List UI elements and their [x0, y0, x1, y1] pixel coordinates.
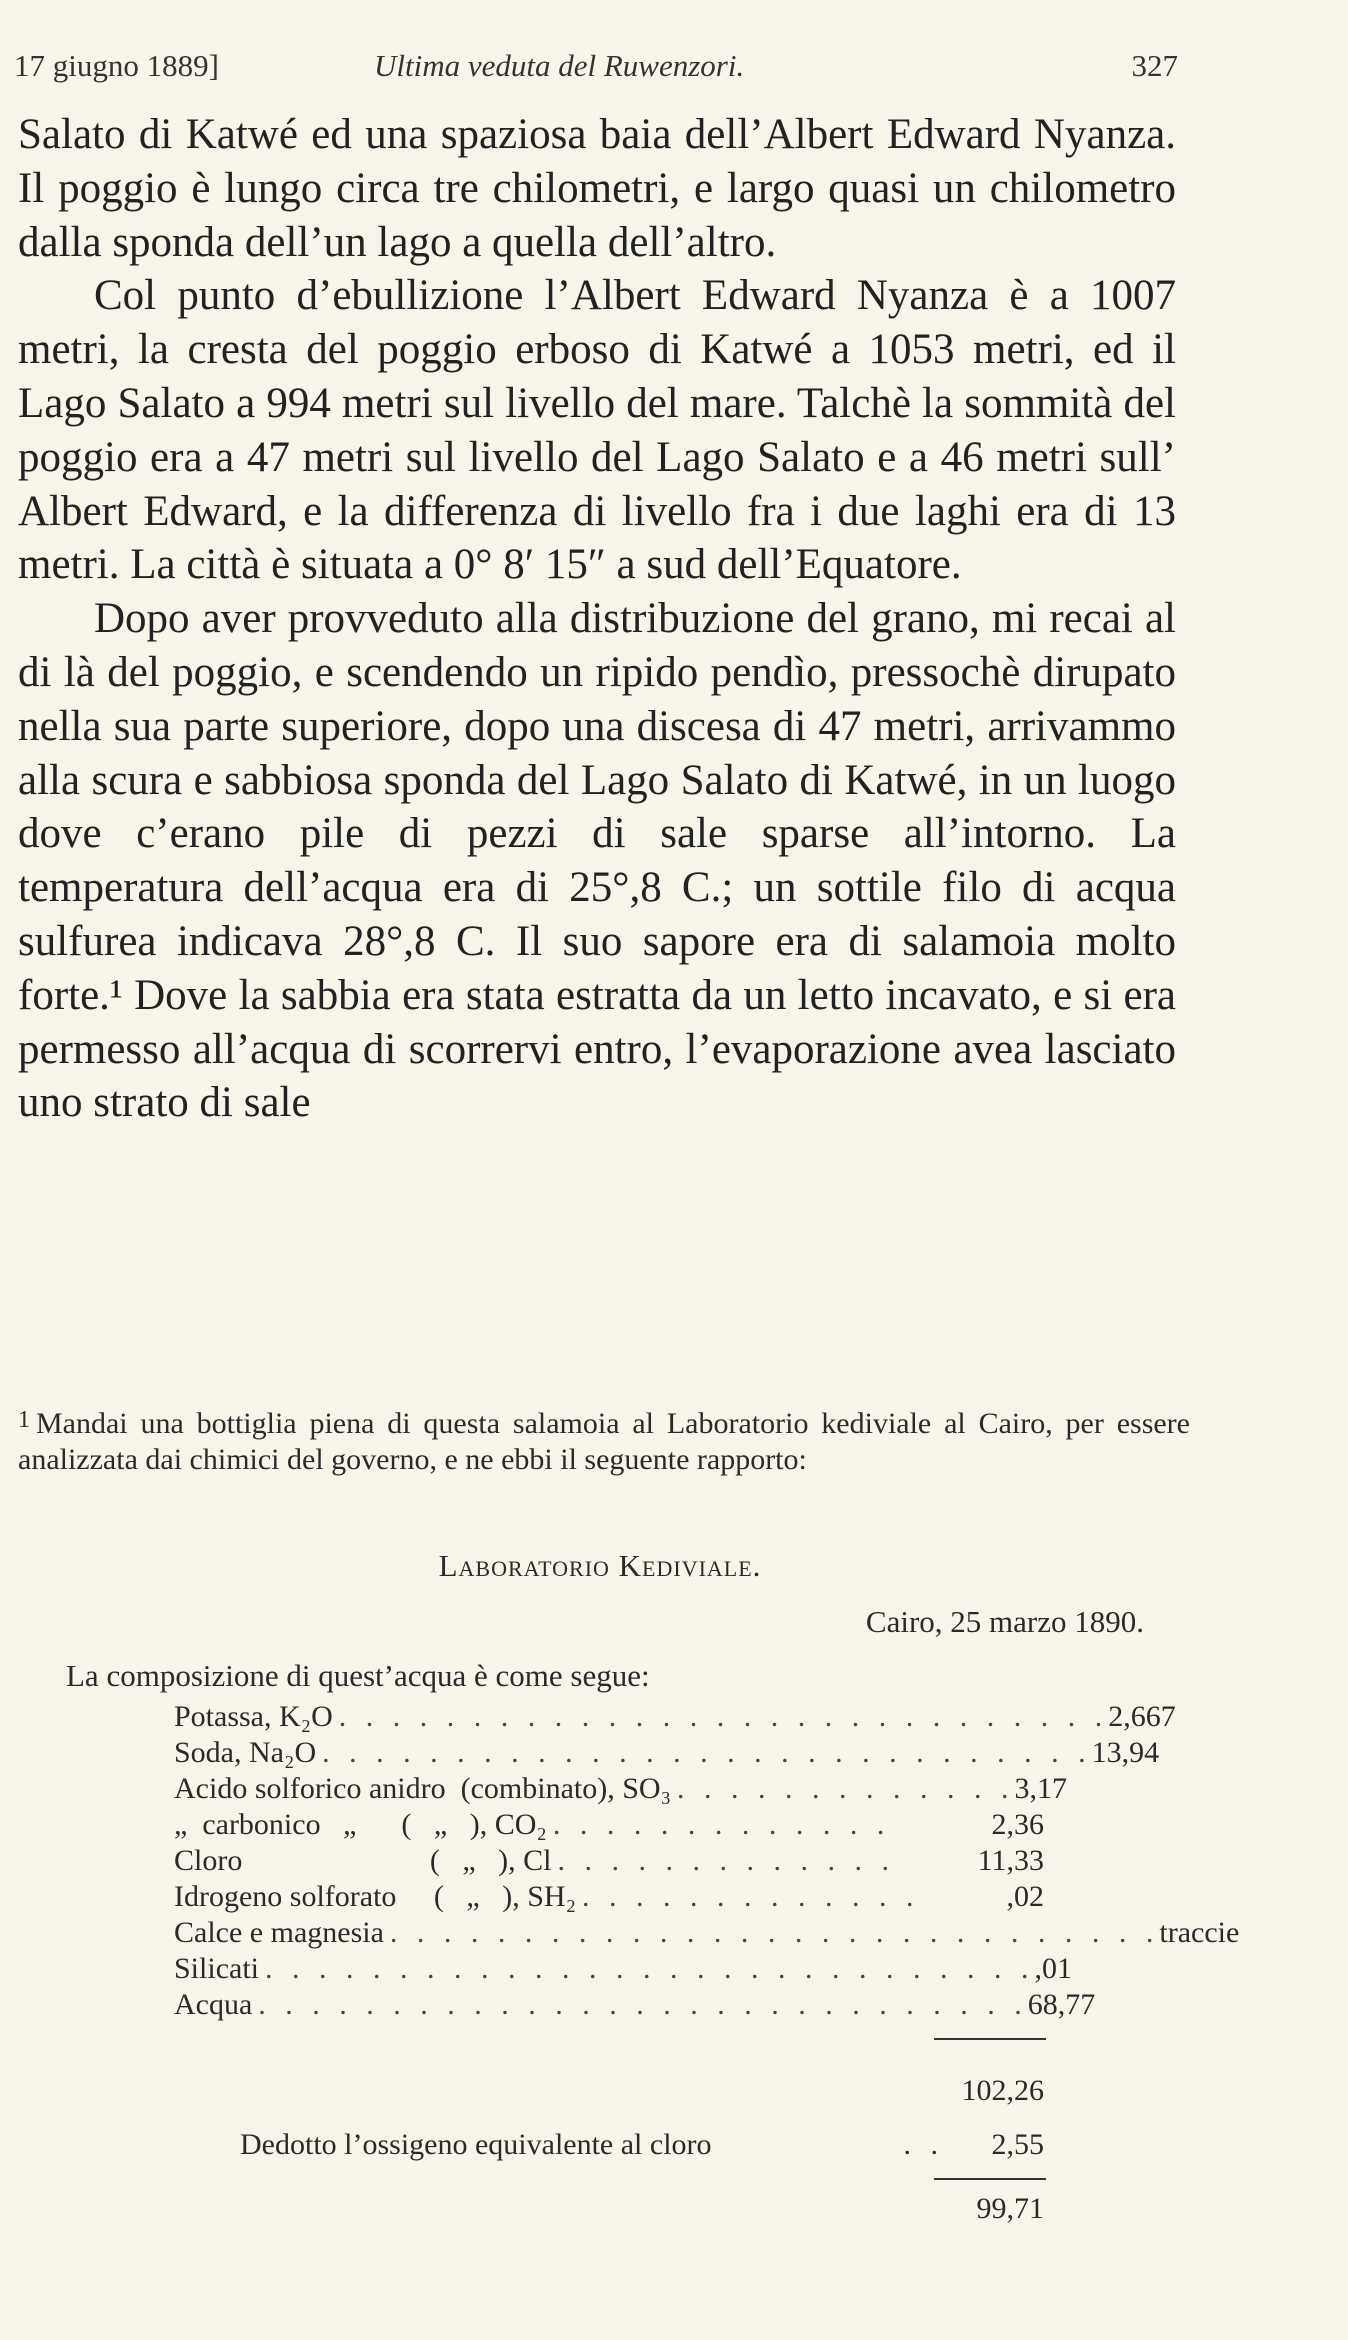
- leader-dots: . .: [903, 2128, 944, 2161]
- leader-dots: . . . . . . . . . . . . . . . . . . . . . . . . . . . . .: [265, 1952, 1035, 1985]
- leader-dots: . . . . . . . . . . . . .: [582, 1880, 920, 1913]
- header-title: Ultima veduta del Ruwenzori.: [374, 48, 745, 83]
- header-date: 17 giugno 1889]: [14, 48, 219, 83]
- row-value: 3,17: [1014, 1772, 1068, 1805]
- table-row: [174, 1772, 1068, 1808]
- row-value: 2,36: [991, 1808, 1044, 1841]
- leader-dots: . . . . . . . . . . . . .: [677, 1772, 1015, 1805]
- leader-dots: . . . . . . . . . . . . . . . . . . . . . . . . . . . . .: [338, 1700, 1109, 1733]
- row-name: Potassa, K₂O: [174, 1700, 333, 1733]
- table-row: [174, 1844, 1044, 1880]
- leader-dots: . . . . . . . . . . . . . . . . . . . . . . . . . . . . .: [389, 1916, 1160, 1949]
- row-value: traccie: [1159, 1916, 1240, 1949]
- paragraph: Salato di Katwé ed una spaziosa baia dell’Albert Edward Nyanza. Il poggio è lungo circa tre chilometri, e largo quasi un chilometro dalla sponda dell’un lago a quella dell’altro.: [18, 111, 1176, 266]
- row-name: Cloro ( „ ), Cl: [174, 1844, 552, 1877]
- table-row: [174, 1988, 1096, 2024]
- row-name: Idrogeno solforato ( „ ), SH₂: [174, 1880, 577, 1913]
- row-name: Acido solforico anidro (combinato), SO₃: [174, 1772, 672, 1805]
- row-value: ,02: [1006, 1880, 1044, 1913]
- table-row: [174, 1700, 1176, 1736]
- main-text: [18, 108, 1176, 1130]
- row-value: 13,94: [1091, 1736, 1160, 1769]
- sum-rule: [934, 2038, 1046, 2040]
- footnote-text: Mandai una bottiglia piena di questa salamoia al Laboratorio kediviale al Cairo, per essere analizzata dai chimici del governo, e ne ebbi il seguente rapporto:: [18, 1407, 1190, 1476]
- leader-dots: . . . . . . . . . . . . .: [552, 1808, 891, 1841]
- table-row: [174, 1808, 1044, 1844]
- running-header: [14, 48, 1178, 98]
- table-row: [174, 1916, 1240, 1952]
- table-row: [174, 1736, 1160, 1772]
- subtotal-value: 102,26: [961, 2074, 1044, 2107]
- deduction-value: 2,55: [991, 2128, 1044, 2161]
- row-name: Silicati: [174, 1952, 259, 1985]
- leader-dots: . . . . . . . . . . . . . . . . . . . . . . . . . . . . .: [258, 1988, 1028, 2021]
- leader-dots: . . . . . . . . . . . . . . . . . . . . . . . . . . . . .: [322, 1736, 1092, 1769]
- table-row: [174, 1952, 1072, 1988]
- paragraph: Dopo aver provveduto alla distribuzione del grano, mi recai al di là del poggio, e scendendo un ripido pendìo, pressochè dirupato nella sua parte superiore, dopo una discesa di 47 metri, arrivammo alla scura e sabbiosa sponda del Lago Salato di Katwé, in un luogo dove c’erano pile di pezzi di sale sparse all’intorno. La temperatura dell’acqua era di 25°,8 C.; un sottile filo di acqua sulfurea indicava 28°,8 C. Il suo sapore era di salamoia molto forte.¹ Dove la sabbia era stata estratta da un letto incavato, e si era permesso all’acqua di scorrervi entro, l’evaporazione avea lasciato uno strato di sale: [18, 595, 1176, 1127]
- footnote-mark: 1: [18, 1407, 30, 1433]
- composition-intro: La composizione di quest’acqua è come segue:: [66, 1658, 650, 1693]
- lab-title: Laboratorio Kediviale.: [438, 1548, 762, 1583]
- row-value: 68,77: [1027, 1988, 1096, 2021]
- table-row: [174, 1880, 1044, 1916]
- row-name: Acqua: [174, 1988, 253, 2021]
- deduction-row: [240, 2128, 1044, 2162]
- total-rule: [934, 2178, 1046, 2180]
- row-value: 11,33: [977, 1844, 1044, 1877]
- deduction-label: Dedotto l’ossigeno equivalente al cloro: [240, 2128, 712, 2161]
- place-date: Cairo, 25 marzo 1890.: [865, 1604, 1144, 1639]
- row-name: Calce e magnesia: [174, 1916, 384, 1949]
- page-number: 327: [1131, 48, 1178, 83]
- row-name: „ carbonico „ ( „ ), CO₂: [174, 1808, 547, 1841]
- leader-dots: . . . . . . . . . . . . .: [557, 1844, 895, 1877]
- footnote: [18, 1402, 1190, 1478]
- row-value: ,01: [1034, 1952, 1072, 1985]
- row-name: Soda, Na₂O: [174, 1736, 317, 1769]
- total-value: 99,71: [976, 2192, 1044, 2225]
- paragraph: Col punto d’ebullizione l’Albert Edward Nyanza è a 1007 metri, la cresta del poggio erboso di Katwé a 1053 metri, ed il Lago Salato a 994 metri sul livello del mare. Talchè la sommità del poggio era a 47 metri sul livello del Lago Salato e a 46 metri sull’ Albert Edward, e la differenza di livello fra i due laghi era di 13 metri. La città è situata a 0° 8′ 15″ a sud dell’Equatore.: [18, 272, 1176, 589]
- row-value: 2,667: [1108, 1700, 1176, 1733]
